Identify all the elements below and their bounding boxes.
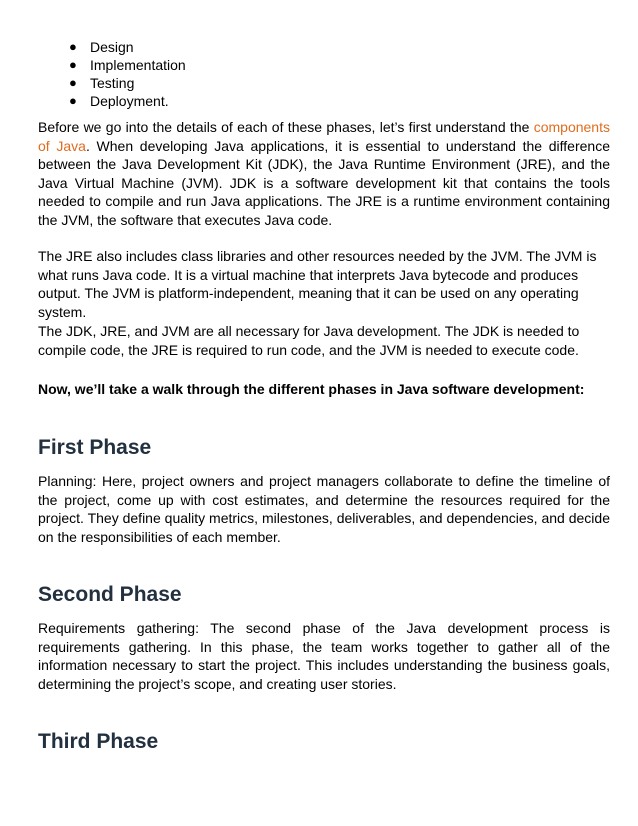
phases-bullet-list (69, 38, 186, 110)
first-phase-heading: First Phase (38, 436, 152, 459)
jre-paragraph: The JRE also includes class libraries and other resources needed by the JVM. The JVM is what runs Java code. It is a virtual machine that interprets Java bytecode and produces output. The JVM is platform-independent, meaning that it can be used on any operating system. (38, 248, 597, 320)
intro-text-before: Before we go into the details of each of these phases, let’s first understand the (38, 119, 534, 135)
second-phase-heading: Second Phase (38, 583, 182, 606)
bullet-icon: ● (69, 93, 77, 108)
third-phase-heading: Third Phase (38, 730, 159, 753)
list-item (69, 74, 186, 92)
components-of-java-link[interactable]: components of Java (38, 119, 610, 154)
list-item-label: Implementation (90, 57, 186, 73)
bullet-icon: ● (69, 75, 77, 90)
list-item-label: Design (90, 39, 134, 55)
list-item (69, 56, 186, 74)
bullet-icon: ● (69, 39, 77, 54)
walkthrough-statement: Now, we’ll take a walk through the different phases in Java software development: (38, 381, 585, 397)
intro-text-after: . When developing Java applications, it is essential to understand the difference between the Java Development Kit (JDK), the Java Runtime Environment (JRE), and the Java Virtual Machine (JVM). JDK is a software development kit that contains the tools needed to compile and run Java applications. The JRE is a runtime environment containing the JVM, the software that executes Java code. (38, 137, 610, 228)
bullet-icon: ● (69, 57, 77, 72)
list-item (69, 38, 186, 56)
intro-paragraph (38, 118, 610, 230)
jdk-jre-jvm-paragraph: The JDK, JRE, and JVM are all necessary for Java development. The JDK is needed to compile code, the JRE is required to run code, and the JVM is needed to execute code. (38, 323, 580, 358)
second-phase-paragraph: Requirements gathering: The second phase of the Java development process is requirements gathering. In this phase, the team works together to gather all of the information necessary to start the project. This includes understanding the business goals, determining the project’s scope, and creating user stories. (38, 620, 610, 692)
list-item-label: Testing (90, 75, 135, 91)
first-phase-paragraph: Planning: Here, project owners and project managers collaborate to define the timeline of the project, come up with cost estimates, and determine the resources required for the project. They define quality metrics, milestones, deliverables, and dependencies, and decide on the responsibilities of each member. (38, 473, 610, 545)
list-item (69, 92, 186, 110)
list-item-label: Deployment. (90, 93, 169, 109)
